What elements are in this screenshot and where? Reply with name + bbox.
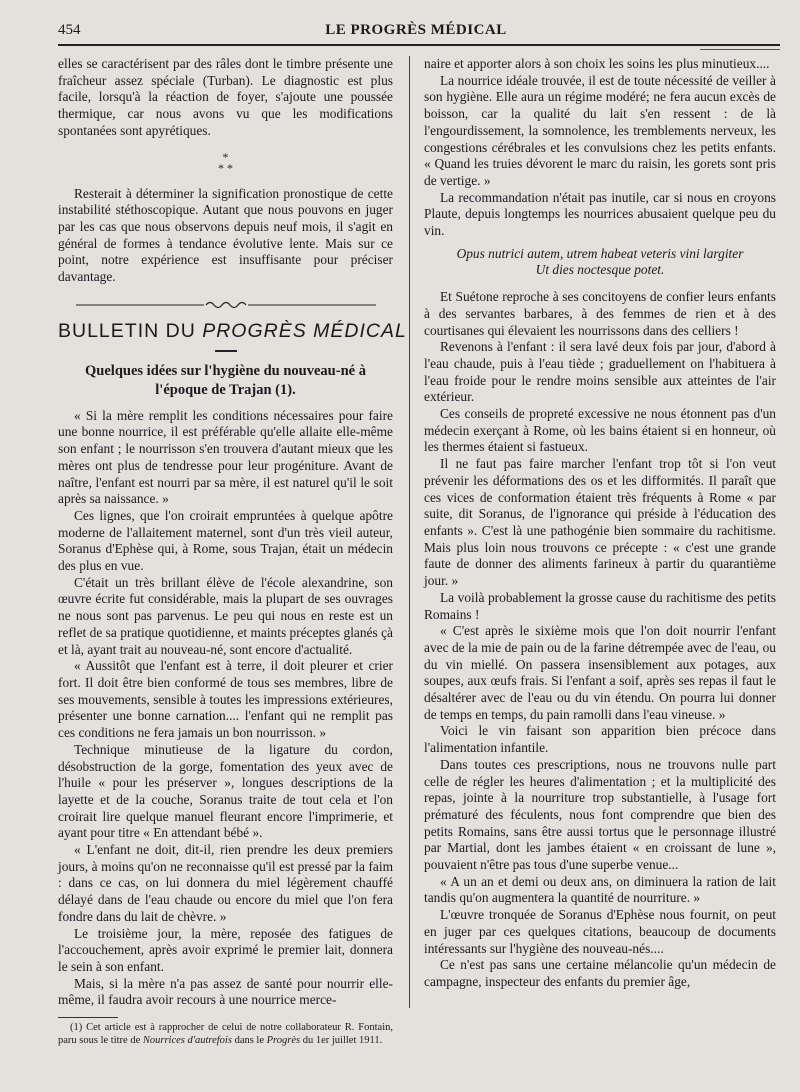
paragraph: elles se caractérisent par des râles dont le timbre présente une fraîcheur assez spéciale (Turban). Le diagnostic est plus facile, lorsqu'à la réaction de foyer, s'ajoute une poussée thermique, car nous avons vu que les modifications spontanées sont apyrétiques. [58,56,393,138]
paragraph: « Si la mère remplit les conditions nécessaires pour faire une bonne nourrice, il est préférable qu'elle allaite elle-même son enfant ; le nourrisson s'en trouvera d'autant mieux que les mères ont plus de tendresse pour leur progéniture. Avant de naître, l'enfant est nourri par sa mère, il est naturel qu'il le soit après sa naissance. » [58,407,393,507]
footnote-text: dans le [231,1034,267,1046]
column-divider [409,56,410,1008]
footnote-journal: Progrès [266,1034,301,1046]
section-title-journal: PROGRÈS MÉDICAL [202,319,407,342]
paragraph: Ces conseils de propreté excessive ne nous étonnent pas d'un médecin exerçant à Rome, où les bains étaient si en honneur, où les thermes étaient si fastueux. [424,406,776,455]
paragraph: « C'est après le sixième mois que l'on doit nourrir l'enfant avec de la mie de pain ou de la farine détrempée avec de l'eau, ou du vin miellé. On passera insensiblement aux potages, aux soupes, aux œufs frais. Si l'enfant a soif, après ses repas il faut le désaltérer avec de l'eau ou du vin étendu. On pourra lui donner de temps en temps, du pain ramolli dans l'eau vineuse. » [424,623,776,722]
paragraph: « L'enfant ne doit, dit-il, rien prendre les deux premiers jours, à moins qu'on ne reconnaisse qu'il est pressé par la faim : dans ce cas, on lui donnera du miel légèrement chauffé délayé dans de l'eau chaude ou encore du miel que l'on fera fondre dans du lait de chèvre. » [58,842,393,924]
footnote [58,1022,393,1047]
ornamental-divider [58,298,393,308]
section-separator-stars [58,149,393,175]
paragraph: L'œuvre tronquée de Soranus d'Ephèse nous fournit, on peut en juger par ces quelques citations, beaucoup de documents intéressants sur l'hygiène des nouveau-nés.... [424,907,776,956]
paragraph: « Aussitôt que l'enfant est à terre, il doit pleurer et crier fort. Il doit être bien conformé de tous ses membres, libre de ses mouvements, sensible à toutes les impressions extérieures, présenter une bonne carnation.... l'enfant qui ne remplit pas ces conditions ne fera jamais un bon nourrisson. » [58,658,393,741]
quote-line: Ut dies noctesque potet. [535,262,665,278]
footnote-cited-title: Nourrices d'autrefois [142,1034,232,1046]
paragraph: Mais, si la mère n'a pas assez de santé pour nourrir elle-même, il faudra avoir recours à une nourrice merce- [58,975,393,1008]
footnote-rule [58,1017,118,1018]
paragraph: Resterait à déterminer la signification pronostique de cette instabilité stéthoscopique. Autant que nous pouvons en juger par les cas que nous observons depuis neuf mois, il s'agit en général de formes à tendance évolutive lente. Mais sur ce point, notre expérience est insuffisante pour préciser davantage. [58,185,393,285]
section-title-main: BULLETIN DU [58,319,203,342]
header-rule [58,44,780,46]
page-header [58,22,774,44]
article-title: Quelques idées sur l'hygiène du nouveau-né à l'époque de Trajan (1). [85,362,366,398]
paragraph: La nourrice idéale trouvée, il est de toute nécessité de veiller à son hygiène. Elle aura un régime modéré; ne fera aucun excès de boisson, car la qualité du lait s'en ressent : de là l'engourdissement, la somnolence, les tremblements nerveux, les congestions cérébrales et les convulsions chez les petits enfants. « Quand les truies dévorent le marc du raisin, les gorets sont pris de vertige. » [424,72,776,188]
quote-line: Opus nutrici autem, utrem habeat veteris vini largiter [456,245,744,261]
footnote-date: du 1er juillet 1911. [300,1034,383,1046]
page-number: 454 [58,22,81,38]
paragraph: Voici le vin faisant son apparition bien précoce dans l'alimentation infantile. [424,723,776,756]
stars-top: * [222,149,229,164]
paragraph: Ces lignes, que l'on croirait empruntées à quelque apôtre moderne de l'allaitement maternel, sont d'un très vieil auteur, Soranus d'Ephèse qui, à Rome, sous Trajan, était un médecin des plus en vue. [58,507,393,574]
paragraph: C'était un très brillant élève de l'école alexandrine, son œuvre écrite fut considérable, mais la plupart de ses ouvrages ne nous sont pas parvenus. Le peu qui nous en reste est un reflet de sa pratique quotidienne, et maints préceptes glanés çà et là, ayant trait au nouveau-né, sont encore d'actualité. [58,574,393,657]
latin-quote [424,246,776,279]
paragraph: La voilà probablement la grosse cause du rachitisme des petits Romains ! [424,589,776,622]
paragraph: La recommandation n'était pas inutile, car si nous en croyons Plaute, depuis longtemps les nourrices abusaient quelque peu du vin. [424,189,776,239]
header-rule-accent [700,49,780,50]
paragraph: Il ne faut pas faire marcher l'enfant trop tôt si l'on veut prévenir les déformations des os et les difformités. Il paraît que ces vices de conformation étaient très fréquents à Rome « par suite, dit Soranus, de l'ignorance qui préside à l'éducation des enfants ». C'est là une pathogénie bien sommaire du rachitisme. Mais plus loin nous trouvons ce précepte : « c'est une grande faute de donner des aliments farineux à partir du quarantième jour. » [424,456,776,589]
paragraph: « A un an et demi ou deux ans, on diminuera la ration de lait tandis qu'on augmentera la quantité de nourriture. » [424,873,776,906]
stars-bottom: * * [218,160,233,175]
title-rule [215,350,237,352]
paragraph: Technique minutieuse de la ligature du cordon, désobstruction de la gorge, fomentation des yeux avec de l'huile « pour les préserver », longues descriptions de la layette et de la couche, Soranus traite de tout cela et l'on croirait lire quelque manuel fleurant encore l'imprimerie, et ayant pour titre « En attendant bébé ». [58,741,393,841]
paragraph: naire et apporter alors à son choix les soins les plus minutieux.... [424,56,770,71]
section-title [58,318,407,344]
paragraph: Dans toutes ces prescriptions, nous ne trouvons nulle part celle de régler les heures d'alimentation ; et la multiplicité des repas, jointe à la nourriture trop substantielle, à l'usage fort prématuré des féculents, nous font comprendre que bien des petits Romains, sans être aussi tortus que le personnage illustré par Martial, dont les jambes étaient « en croissant de lune », pouvaient n'être pas tous d'une superbe venue... [424,756,776,873]
paragraph: Et Suétone reproche à ses concitoyens de confier leurs enfants à des servantes barbares, à des femmes de rien et à des courtisanes qui élevaient les nourrissons dans des celliers ! [424,289,776,338]
paragraph: Le troisième jour, la mère, reposée des fatigues de l'accouchement, après avoir exprimé le premier lait, donnera le sein à son enfant. [58,925,393,974]
right-column [424,56,776,991]
running-title: LE PROGRÈS MÉDICAL [325,22,507,38]
left-column [58,56,407,1047]
paragraph: Revenons à l'enfant : il sera lavé deux fois par jour, d'abord à l'eau chaude, puis à l'eau tiède ; graduellement on l'habituera à l'eau froide pour le rendre moins sensible aux atteintes de l'air extérieur. [424,339,776,405]
paragraph: Ce n'est pas sans une certaine mélancolie qu'un médecin de campagne, inspecteur des enfants du premier âge, [424,957,776,989]
footnote-text: (1) Cet article est à rapprocher de celui de notre collaborateur R. Fontain, paru sous le titre de [58,1022,393,1046]
